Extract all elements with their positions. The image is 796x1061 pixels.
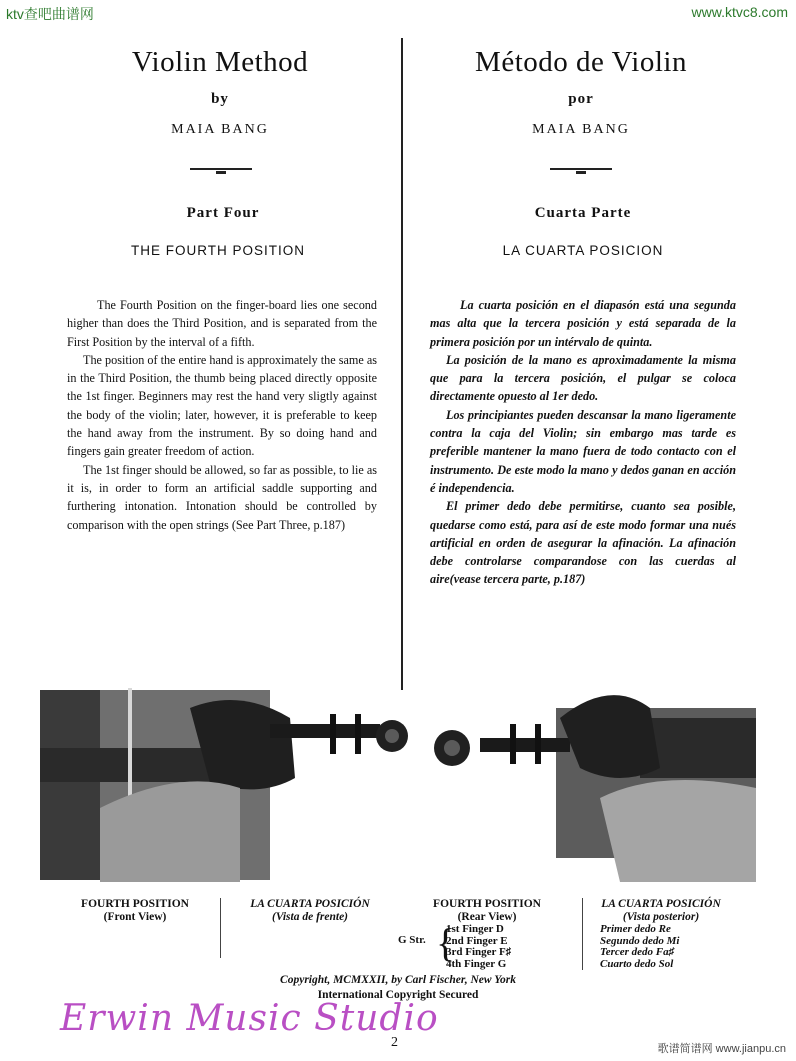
spanish-part: Cuarta Parte (534, 205, 632, 221)
caption-front-en-title: FOURTH POSITION (81, 898, 189, 910)
caption-front-es-sub: (Vista de frente) (271, 910, 349, 923)
finger-es-3: Tercer dedo Fa♯ (600, 946, 675, 958)
spanish-by: por (568, 91, 594, 107)
caption-rear-es (586, 898, 736, 923)
spanish-subtitle: LA CUARTA POSICION (502, 243, 664, 258)
caption-rear-es-title: LA CUARTA POSICIÓN (601, 898, 721, 910)
watermark-top-right: www.ktvc8.com (691, 4, 788, 20)
english-part: Part Four (186, 205, 260, 221)
front-view-image (40, 688, 408, 882)
finger-en-3: 3rd Finger F♯ (446, 946, 512, 958)
page-number: 2 (391, 1035, 398, 1050)
copyright-line-2: International Copyright Secured (317, 989, 479, 1001)
violin-position-photo (40, 688, 756, 882)
spanish-paragraph-3: Los principiantes pueden descansar la mano ligeramente contra la caja del Violin; sin embargo mas tarde es preferible mantener la mano fuera de todo contacto con el instrumento. De este modo la mano y dedos ganan en acción é independencia. (430, 407, 736, 495)
spanish-paragraph-1: La cuarta posición en el diapasón está una segunda mas alta que la tercera posición y está separada de la primera posición por un intérvalo de quinta. (430, 298, 736, 349)
caption-divider-2 (582, 898, 583, 970)
caption-front-es-title: LA CUARTA POSICIÓN (250, 898, 370, 910)
caption-front-en (60, 898, 210, 923)
english-by: by (211, 91, 229, 107)
caption-front-es (230, 898, 390, 923)
english-rule-mark (216, 171, 226, 174)
spanish-rule (550, 168, 612, 170)
watermark-bottom-right: 歌谱简谱网 www.jianpu.cn (657, 1043, 786, 1055)
spanish-paragraph-4: El primer dedo debe permitirse, cuanto sea posible, quedarse como está, para así de este modo formar una nués artificial en orden de asegurar la afinación. La afinación debe controlarse comparandose con las cuerdas al aire(vease tercera parte, p.187) (430, 499, 736, 587)
english-paragraph-3: The 1st finger should be allowed, so far as possible, to lie as it is, in order to form an artificial saddle supporting and furthering intonation. Intonation should be controlled by comparison with the open strings (See Part Three, p.187) (67, 462, 377, 532)
english-subtitle: THE FOURTH POSITION (130, 243, 305, 258)
english-paragraph-1: The Fourth Position on the finger-board lies one second higher than does the Third Position, and is separated from the First Position by the interval of a fifth. (67, 298, 377, 349)
caption-rear-es-sub: (Vista posterior) (622, 910, 700, 923)
caption-rear-en-title: FOURTH POSITION (433, 898, 541, 910)
finger-es-2: Segundo dedo Mi (600, 934, 680, 947)
spanish-paragraph-2: La posición de la mano es aproximadamente la misma que para la tercera posición, el pulgar se coloca directamente opuesto al 1er dedo. (430, 352, 736, 404)
english-author: MAIA BANG (171, 122, 269, 137)
english-paragraph-2: The position of the entire hand is approximately the same as in the Third Position, the thumb being placed directly opposite the 1st finger. Beginners may rest the hand very sligtly against the body of the violin; later, however, it is preferable to keep the hand away from the instrument. By so doing hand and fingers gain greater freedom of action. (67, 352, 377, 459)
copyright-line-1: Copyright, MCMXXII, by Carl Fischer, New York (280, 974, 516, 986)
finger-es-4: Cuarto dedo Sol (600, 957, 674, 970)
rear-view-image (434, 695, 756, 882)
caption-divider-1 (220, 898, 221, 958)
english-title: Violin Method (131, 46, 309, 78)
caption-rear-en (412, 898, 562, 923)
studio-signature: Erwin Music Studio (60, 998, 439, 1039)
brace: { (436, 920, 456, 965)
caption-front-en-sub: (Front View) (103, 910, 167, 923)
caption-rear-en-sub: (Rear View) (457, 910, 517, 923)
spanish-rule-mark (576, 171, 586, 174)
spanish-author: MAIA BANG (532, 122, 630, 137)
spanish-title: Método de Violin (475, 46, 687, 78)
fingers-es (600, 924, 679, 970)
finger-en-1: 1st Finger D (446, 923, 504, 935)
string-label: G Str. (398, 934, 426, 946)
spanish-body (430, 296, 736, 589)
english-rule (190, 168, 252, 170)
english-body (67, 296, 377, 534)
watermark-top-left: ktv查吧曲谱网 (6, 6, 94, 22)
finger-en-2: 2nd Finger E (446, 934, 508, 947)
finger-en-4: 4th Finger G (446, 957, 507, 970)
finger-es-1: Primer dedo Re (600, 923, 671, 935)
fingers-en (446, 924, 511, 970)
